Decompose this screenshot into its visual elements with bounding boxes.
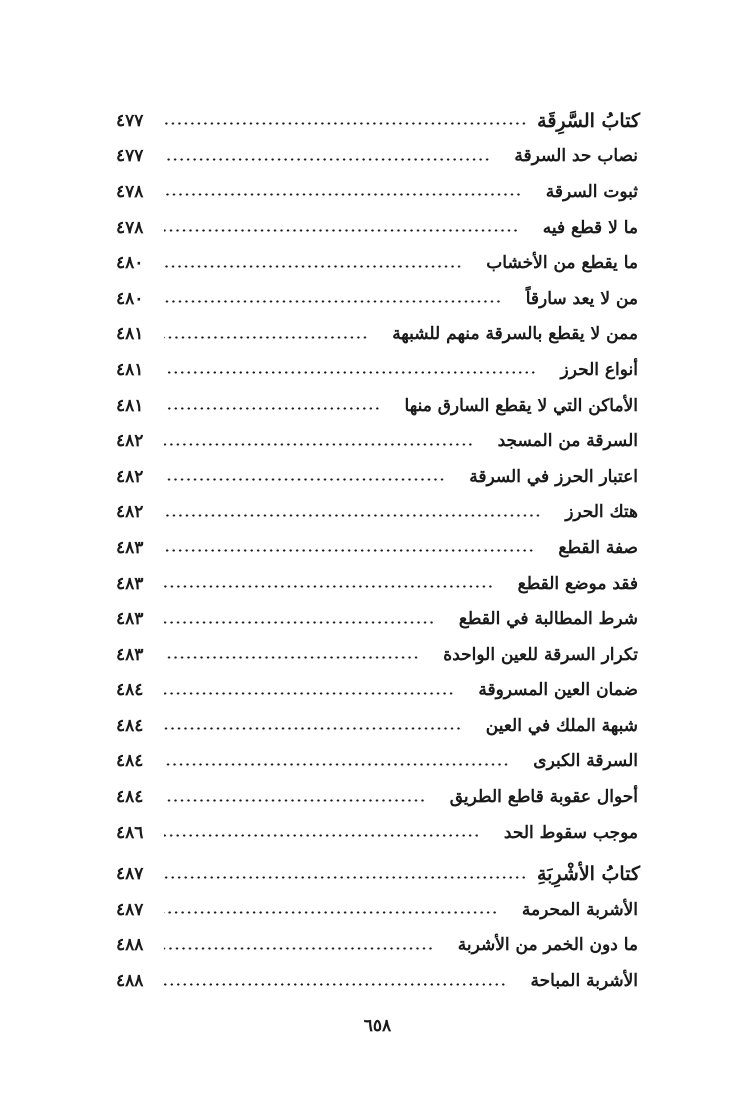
dot-leader: [164, 799, 426, 802]
toc-entry[interactable]: [116, 530, 640, 566]
toc-entry[interactable]: [116, 963, 640, 999]
dot-leader: [164, 621, 435, 624]
entry-title: صفة القطع: [558, 537, 638, 558]
entry-title: فقد موضع القطع: [517, 573, 638, 594]
dot-leader: [164, 193, 522, 196]
entry-title: أنواع الحرز: [560, 359, 638, 380]
dot-leader: [164, 336, 368, 339]
dot-leader: [164, 763, 509, 766]
dot-leader: [164, 300, 502, 303]
entry-page-number: ٤٨٤: [116, 715, 144, 736]
entry-title: ما لا قطع فيه: [542, 217, 638, 238]
toc-entry[interactable]: [116, 210, 640, 246]
entry-page-number: ٤٨١: [116, 324, 144, 345]
dot-leader: [164, 692, 454, 695]
chapter-title: كتابُ الأشْرِبَةِ: [536, 863, 640, 886]
toc-entry[interactable]: [116, 779, 640, 815]
entry-page-number: ٤٧٨: [116, 181, 144, 202]
entry-title: شرط المطالبة في القطع: [458, 609, 638, 630]
dot-leader: [164, 443, 474, 446]
toc-entry[interactable]: [116, 174, 640, 210]
dot-leader: [164, 407, 381, 410]
entry-title: هتك الحرز: [565, 502, 638, 523]
entry-title: اعتبار الحرز في السرقة: [469, 466, 638, 487]
entry-page-number: ٤٨٨: [116, 935, 144, 956]
chapter-title: كتابُ السَّرِقَة: [537, 109, 640, 132]
entry-title: ثبوت السرقة: [545, 181, 638, 202]
dot-leader: [164, 947, 434, 950]
entry-title: الأماكن التي لا يقطع السارق منها: [404, 395, 638, 416]
entry-page-number: ٤٨١: [116, 359, 144, 380]
entry-title: ضمان العين المسروقة: [478, 680, 638, 701]
toc-entry[interactable]: [116, 815, 640, 851]
entry-page-number: ٤٨٣: [116, 573, 144, 594]
entry-page-number: ٤٨٧: [116, 864, 144, 885]
dot-leader: [164, 834, 480, 837]
entry-page-number: ٤٨٦: [116, 822, 144, 843]
entry-page-number: ٤٨٣: [116, 609, 144, 630]
dot-leader: [164, 549, 534, 552]
toc-entry[interactable]: [116, 637, 640, 673]
entry-title: الأشربة المباحة: [530, 971, 638, 992]
toc-entry[interactable]: [116, 892, 640, 928]
entry-page-number: ٤٨٣: [116, 644, 144, 665]
dot-leader: [164, 656, 419, 659]
entry-title: ما دون الخمر من الأشربة: [457, 935, 638, 956]
entry-title: السرقة الكبرى: [533, 751, 638, 772]
dot-leader: [164, 229, 519, 232]
toc-entry[interactable]: [116, 459, 640, 495]
entry-page-number: ٤٨٤: [116, 680, 144, 701]
entry-page-number: ٤٧٧: [116, 146, 144, 167]
entry-page-number: ٤٨٧: [116, 899, 144, 920]
entry-page-number: ٤٨٨: [116, 971, 144, 992]
toc-entry[interactable]: [116, 744, 640, 780]
entry-page-number: ٤٧٨: [116, 217, 144, 238]
entry-title: نصاب حد السرقة: [514, 146, 638, 167]
toc-entry[interactable]: [116, 601, 640, 637]
page-number: ٦٥٨: [363, 1016, 392, 1036]
dot-leader: [164, 585, 494, 588]
toc-chapter-entry[interactable]: [116, 856, 640, 892]
toc-entry[interactable]: [116, 317, 640, 353]
dot-leader: [164, 158, 490, 161]
toc-entry[interactable]: [116, 708, 640, 744]
toc-entry[interactable]: [116, 423, 640, 459]
dot-leader: [164, 371, 537, 374]
entry-title: الأشربة المحرمة: [521, 899, 638, 920]
entry-page-number: ٤٨٤: [116, 787, 144, 808]
entry-title: شبهة الملك في العين: [485, 715, 638, 736]
dot-leader: [164, 911, 498, 914]
dot-leader: [164, 983, 507, 986]
entry-page-number: ٤٨٢: [116, 431, 144, 452]
toc-entry[interactable]: [116, 352, 640, 388]
toc-entry[interactable]: [116, 928, 640, 964]
dot-leader: [164, 876, 527, 879]
entry-title: ممن لا يقطع بالسرقة منهم للشبهة: [392, 324, 638, 345]
toc-entry[interactable]: [116, 495, 640, 531]
toc-entry[interactable]: [116, 139, 640, 175]
entry-page-number: ٤٨٠: [116, 253, 144, 274]
table-of-contents: [116, 103, 640, 999]
toc-entry[interactable]: [116, 281, 640, 317]
entry-page-number: ٤٨٢: [116, 502, 144, 523]
toc-chapter-entry[interactable]: [116, 103, 640, 139]
entry-page-number: ٤٨٣: [116, 537, 144, 558]
entry-title: السرقة من المسجد: [497, 431, 638, 452]
toc-entry[interactable]: [116, 388, 640, 424]
entry-title: موجب سقوط الحد: [503, 822, 638, 843]
entry-title: أحوال عقوبة قاطع الطريق: [449, 787, 638, 808]
toc-entry[interactable]: [116, 673, 640, 709]
toc-entry[interactable]: [116, 245, 640, 281]
dot-leader: [164, 265, 462, 268]
entry-title: من لا يعد سارقاً: [525, 288, 638, 309]
entry-title: ما يقطع من الأخشاب: [486, 253, 638, 274]
dot-leader: [164, 727, 462, 730]
dot-leader: [164, 478, 445, 481]
dot-leader: [164, 514, 541, 517]
entry-title: تكرار السرقة للعين الواحدة: [443, 644, 638, 665]
dot-leader: [164, 122, 527, 125]
entry-page-number: ٤٨٠: [116, 288, 144, 309]
entry-page-number: ٤٨١: [116, 395, 144, 416]
entry-page-number: ٤٨٢: [116, 466, 144, 487]
entry-page-number: ٤٧٧: [116, 110, 144, 131]
toc-entry[interactable]: [116, 566, 640, 602]
entry-page-number: ٤٨٤: [116, 751, 144, 772]
